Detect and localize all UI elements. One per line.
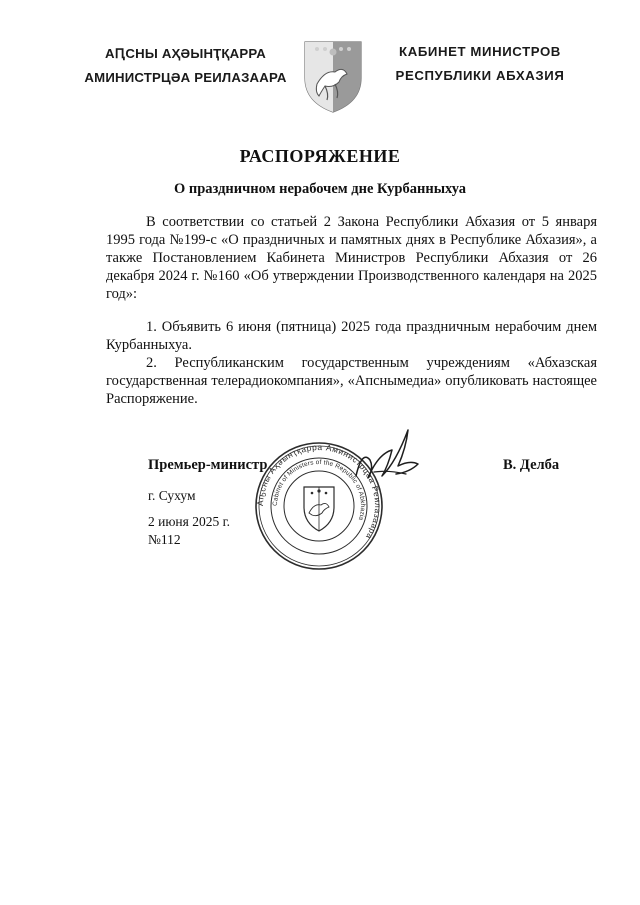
order-item-1: 1. Объявить 6 июня (пятница) 2025 года праздничным нерабочим днем Курбанныхуа. [106, 319, 597, 353]
header-left-line1: АԤСНЫ АҲӘЫНҬҚАРРА [105, 46, 266, 61]
order-item-2: 2. Республиканским государственным учреждениям «Абхазская государственная телерадиокомпания», «Апснымедиа» опубликовать настоящее Распоряжение. [106, 355, 597, 407]
handwritten-signature-icon [348, 420, 428, 488]
signatory-role: Премьер-министр [148, 457, 268, 473]
header-right-line1: КАБИНЕТ МИНИСТРОВ [399, 44, 561, 59]
abkhazia-coat-of-arms-icon [303, 40, 363, 114]
signatory-name: В. Делба [503, 457, 560, 473]
document-subtitle: О праздничном нерабочем дне Курбанныхуа [173, 181, 467, 197]
document-title: РАСПОРЯЖЕНИЕ [239, 146, 401, 166]
seal-inner-text: Cabinet of Ministers of the Republic of Abkhazia [271, 458, 367, 522]
issue-place: г. Сухум [148, 488, 196, 503]
header-right-line2: РЕСПУБЛИКИ АБХАЗИЯ [395, 68, 565, 83]
header-left-line2: АМИНИСТРЦӘА РЕИЛАЗААРА [84, 70, 287, 85]
document-number: №112 [148, 532, 181, 547]
preamble-paragraph: В соответствии со статьей 2 Закона Республики Абхазия от 5 января 1995 года №199-с «О праздничных и памятных днях в Республике Абхазия», а также Постановлением Кабинета Министров Республики Абхазия от 26 декабря 2024 г. №160 «Об утверждении Производственного календаря на 2025 год»: [106, 214, 597, 302]
header-left-org-name [78, 42, 293, 90]
header-right-org-name [380, 40, 580, 88]
seal-outer-text: Аҧсны Аҳәынҭқарра Аминистрцәа Реилазаара [254, 441, 384, 542]
issue-date: 2 июня 2025 г. [148, 514, 231, 529]
